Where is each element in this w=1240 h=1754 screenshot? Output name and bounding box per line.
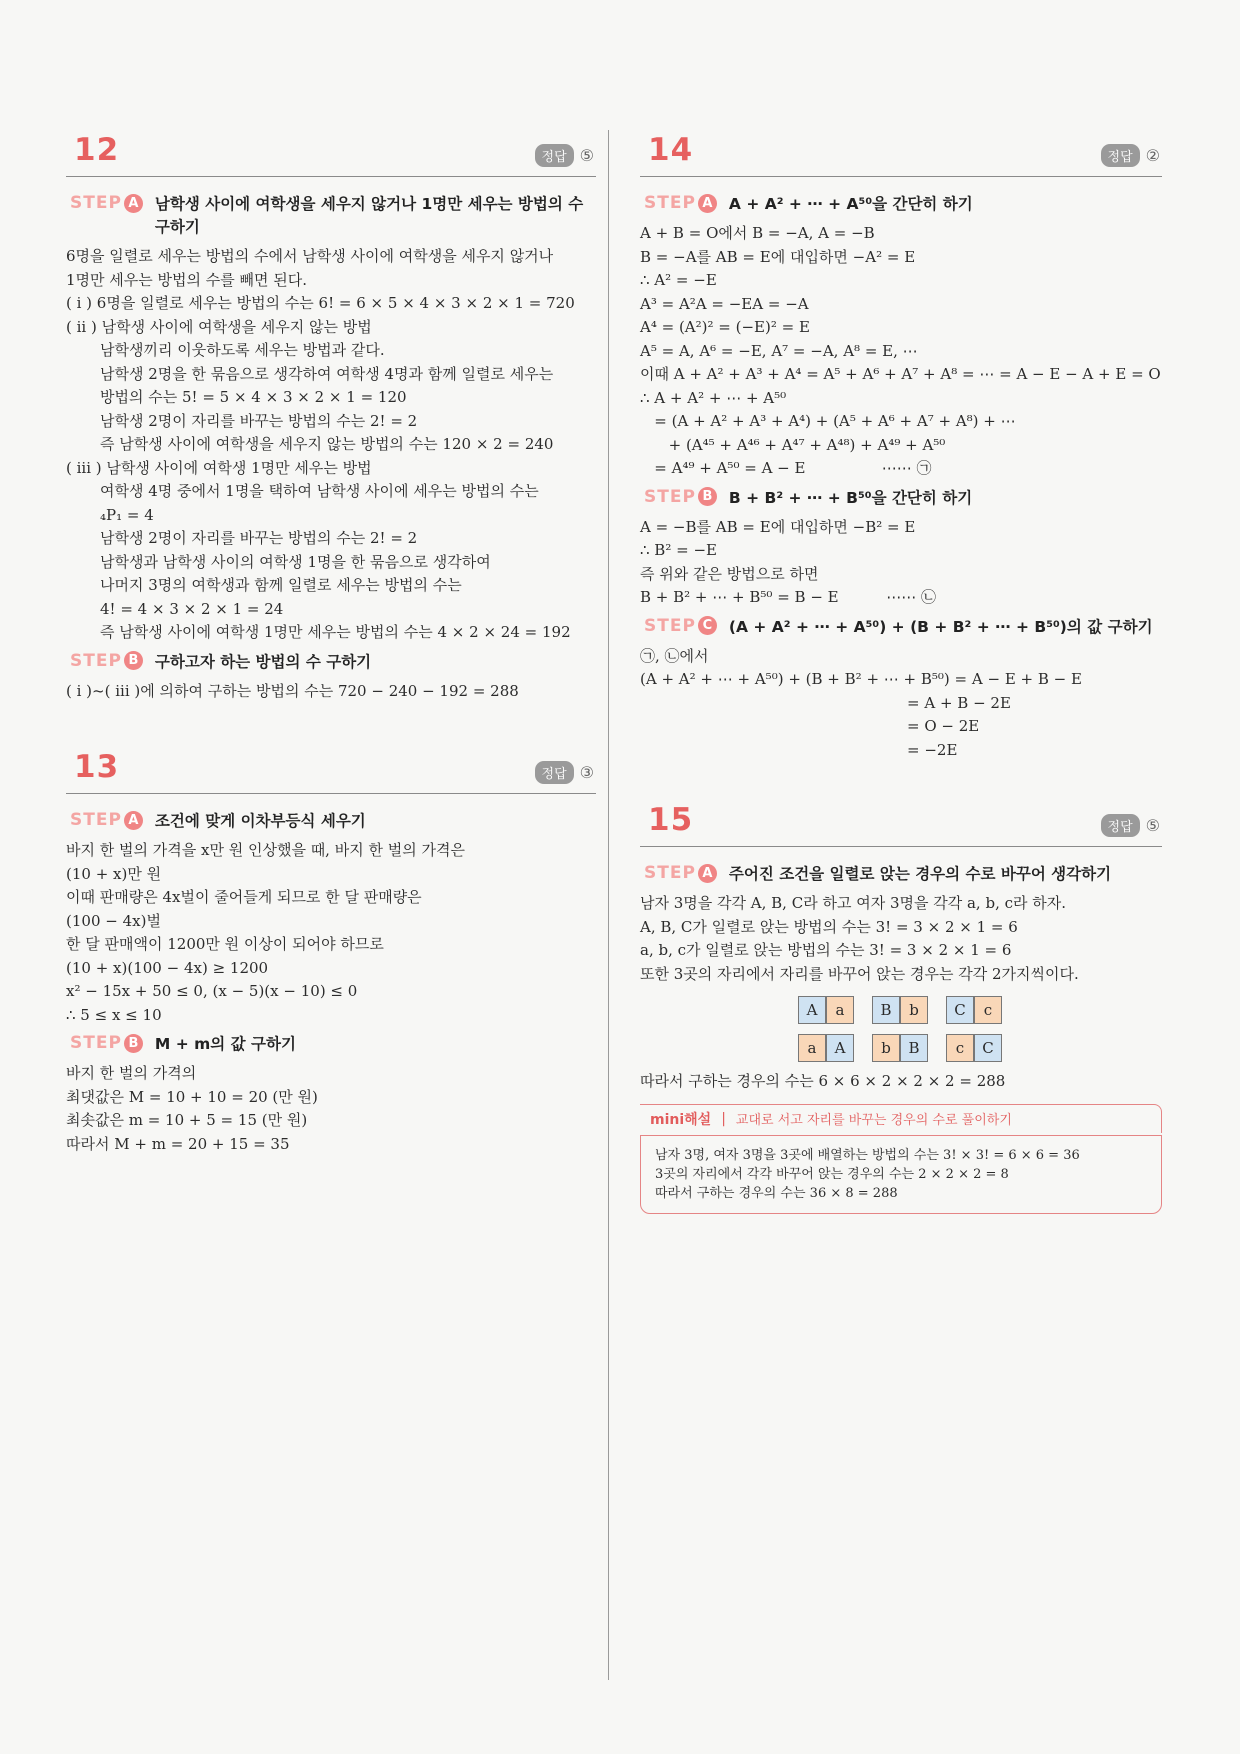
step-word: STEP	[644, 486, 696, 507]
answer-badge: 정답	[1101, 814, 1140, 837]
mini-solution	[640, 1104, 1162, 1214]
text-line: B = −A를 AB = E에 대입하면 −A² = E	[640, 247, 916, 266]
answer-value: ②	[1145, 146, 1160, 165]
answer-badge: 정답	[535, 761, 574, 784]
problem-15	[640, 800, 1162, 1214]
step-title: 주어진 조건을 일렬로 앉는 경우의 수로 바꾸어 생각하기	[728, 865, 1112, 883]
text-line: A, B, C가 일렬로 앉는 방법의 수는 3! = 3 × 2 × 1 = 6	[640, 917, 1018, 936]
text-line: B + B² + ⋯ + B⁵⁰ = B − E ⋯⋯ ㉡	[640, 588, 937, 606]
step-word: STEP	[70, 810, 122, 830]
seat-tile: c	[946, 1034, 974, 1062]
step-label	[70, 651, 143, 671]
seating-row-1	[798, 996, 1162, 1024]
seat-tile: C	[974, 1034, 1002, 1062]
text-line: 또한 3곳의 자리에서 자리를 바꾸어 앉는 경우는 각각 2가지씩이다.	[640, 964, 1079, 983]
text-line: = −2E	[640, 740, 958, 759]
step-label	[70, 810, 143, 830]
text-line: 바지 한 벌의 가격을 x만 원 인상했을 때, 바지 한 벌의 가격은	[66, 841, 465, 859]
seat-tile: C	[946, 996, 974, 1024]
problem-number: 13	[74, 749, 120, 785]
seat-tile: A	[826, 1034, 854, 1062]
text-line: (10 + x)만 원	[66, 864, 162, 883]
step-label	[644, 863, 717, 883]
seat-pair	[946, 1034, 1002, 1062]
text-line: 3곳의 자리에서 각각 바꾸어 앉는 경우의 수는 2 × 2 × 2 = 8	[655, 1166, 1009, 1182]
answer-value: ⑤	[1145, 816, 1160, 835]
text-line: ㉠, ㉡에서	[640, 646, 709, 665]
step-a-heading	[70, 810, 596, 833]
text-line: 이때 A + A² + A³ + A⁴ = A⁵ + A⁶ + A⁷ + A⁸ = ⋯ = A − E − A + E = O	[640, 365, 1161, 383]
seat-tile: B	[900, 1034, 928, 1062]
answer-value: ⑤	[579, 146, 594, 165]
seat-pair	[798, 996, 854, 1024]
seating-row-2	[798, 1034, 1162, 1062]
answer-badge: 정답	[1101, 144, 1140, 167]
step-letter-badge: A	[124, 194, 143, 213]
step-title: (A + A² + ⋯ + A⁵⁰) + (B + B² + ⋯ + B⁵⁰)의 값 구하기	[728, 617, 1153, 636]
text-line: 남학생끼리 이웃하도록 세우는 방법과 같다.	[100, 341, 385, 359]
step-b-heading	[70, 651, 596, 674]
seat-pair	[946, 996, 1002, 1024]
text-line: 방법의 수는 5! = 5 × 4 × 3 × 2 × 1 = 120	[100, 388, 407, 406]
text-line: 남학생과 남학생 사이의 여학생 1명을 한 묶음으로 생각하여	[100, 552, 491, 571]
seating-diagram	[798, 996, 1162, 1062]
text-line: 4! = 4 × 3 × 2 × 1 = 24	[100, 599, 284, 618]
step-letter-badge: C	[698, 616, 717, 635]
text-line: 남학생 2명이 자리를 바꾸는 방법의 수는 2! = 2	[100, 529, 418, 547]
seat-tile: A	[798, 996, 826, 1024]
seat-tile: a	[826, 996, 854, 1024]
step-letter-badge: B	[124, 651, 143, 670]
step-b-body	[640, 516, 1162, 610]
step-label	[644, 487, 717, 507]
text-line: 따라서 M + m = 20 + 15 = 35	[66, 1134, 290, 1153]
step-letter-badge: A	[698, 864, 717, 883]
seat-tile: b	[900, 996, 928, 1024]
step-a-body	[640, 892, 1162, 986]
mini-solution-tag: mini해설	[650, 1111, 712, 1128]
text-line: 한 달 판매액이 1200만 원 이상이 되어야 하므로	[66, 935, 384, 953]
step-title: M + m의 값 구하기	[154, 1035, 296, 1053]
step-a-body	[66, 245, 596, 645]
step-a-heading	[70, 193, 596, 239]
step-title: A + A² + ⋯ + A⁵⁰을 간단히 하기	[728, 195, 973, 213]
text-line: 따라서 구하는 경우의 수는 36 × 8 = 288	[655, 1185, 898, 1201]
step-a-heading	[644, 863, 1162, 886]
problem-13	[66, 747, 596, 1156]
text-line: = (A + A² + A³ + A⁴) + (A⁵ + A⁶ + A⁷ + A⁸) + ⋯	[640, 412, 1016, 430]
seat-pair	[872, 996, 928, 1024]
text-line: a, b, c가 일렬로 앉는 방법의 수는 3! = 3 × 2 × 1 = 6	[640, 941, 1012, 959]
text-line: 즉 남학생 사이에 여학생 1명만 세우는 방법의 수는 4 × 2 × 24 = 192	[100, 623, 571, 641]
text-line: A = −B를 AB = E에 대입하면 −B² = E	[640, 517, 916, 536]
text-line: ₄P₁ = 4	[100, 505, 154, 524]
text-line: x² − 15x + 50 ≤ 0, (x − 5)(x − 10) ≤ 0	[66, 982, 358, 1000]
step-label	[644, 616, 717, 636]
step-b-heading	[70, 1033, 596, 1056]
text-line: 남자 3명, 여자 3명을 3곳에 배열하는 방법의 수는 3! × 3! = 6 × 6 = 36	[655, 1147, 1080, 1163]
problem-14	[640, 130, 1162, 762]
step-letter-badge: B	[698, 487, 717, 506]
text-line: A³ = A²A = −EA = −A	[640, 294, 809, 313]
step-title: 조건에 맞게 이차부등식 세우기	[154, 812, 366, 830]
step-word: STEP	[70, 193, 122, 213]
text-line: 즉 남학생 사이에 여학생을 세우지 않는 방법의 수는 120 × 2 = 240	[100, 435, 554, 453]
text-line: 여학생 4명 중에서 1명을 택하여 남학생 사이에 세우는 방법의 수는	[100, 482, 539, 500]
text-line: 6명을 일렬로 세우는 방법의 수에서 남학생 사이에 여학생을 세우지 않거나	[66, 247, 554, 265]
step-a-body	[66, 839, 596, 1027]
mini-solution-separator: |	[721, 1110, 726, 1127]
step-word: STEP	[70, 650, 122, 671]
step-label	[644, 193, 717, 213]
step-b-heading	[644, 487, 1162, 510]
answer-area	[535, 761, 594, 784]
text-line: 남자 3명을 각각 A, B, C라 하고 여자 3명을 각각 a, b, c라 하자.	[640, 894, 1067, 912]
text-line: ( ii ) 남학생 사이에 여학생을 세우지 않는 방법	[66, 317, 372, 336]
text-line: 따라서 구하는 경우의 수는 6 × 6 × 2 × 2 × 2 = 288	[640, 1072, 1006, 1090]
text-line: A + B = O에서 B = −A, A = −B	[640, 224, 875, 242]
text-line: ( i ) 6명을 일렬로 세우는 방법의 수는 6! = 6 × 5 × 4 × 3 × 2 × 1 = 720	[66, 294, 575, 312]
text-line: (100 − 4x)벌	[66, 911, 161, 930]
text-line: = O − 2E	[640, 717, 980, 735]
left-column	[66, 130, 596, 1156]
step-title: 남학생 사이에 여학생을 세우지 않거나 1명만 세우는 방법의 수 구하기	[154, 195, 584, 236]
text-line: = A⁴⁹ + A⁵⁰ = A − E ⋯⋯ ㉠	[640, 459, 932, 477]
mini-solution-header	[640, 1104, 1162, 1133]
text-line: 바지 한 벌의 가격의	[66, 1064, 197, 1082]
problem-number: 15	[648, 802, 694, 838]
step-letter-badge: A	[698, 194, 717, 213]
text-line: A⁵ = A, A⁶ = −E, A⁷ = −A, A⁸ = E, ⋯	[640, 341, 918, 360]
seat-tile: a	[798, 1034, 826, 1062]
text-line: 최댓값은 M = 10 + 10 = 20 (만 원)	[66, 1087, 318, 1106]
step-letter-badge: B	[124, 1034, 143, 1053]
text-line: = A + B − 2E	[640, 693, 1011, 712]
seat-tile: b	[872, 1034, 900, 1062]
answer-value: ③	[579, 763, 594, 782]
answer-area	[1101, 814, 1160, 837]
text-line: 이때 판매량은 4x벌이 줄어들게 되므로 한 달 판매량은	[66, 888, 422, 906]
step-word: STEP	[644, 863, 696, 883]
step-a-heading	[644, 193, 1162, 216]
column-divider	[608, 130, 609, 1680]
text-line: 남학생 2명을 한 묶음으로 생각하여 여학생 4명과 함께 일렬로 세우는	[100, 364, 554, 383]
answer-area	[1101, 144, 1160, 167]
text-line: 나머지 3명의 여학생과 함께 일렬로 세우는 방법의 수는	[100, 576, 462, 594]
step-c-body	[640, 645, 1162, 763]
step-word: STEP	[644, 615, 696, 636]
text-line: 1명만 세우는 방법의 수를 빼면 된다.	[66, 270, 308, 289]
problem-header	[640, 800, 1162, 847]
step-b-body	[66, 1062, 596, 1156]
step-c-heading	[644, 616, 1162, 639]
text-line: 남학생 2명이 자리를 바꾸는 방법의 수는 2! = 2	[100, 411, 418, 430]
text-line: ∴ A² = −E	[640, 271, 717, 289]
step-a-body	[640, 222, 1162, 481]
answer-badge: 정답	[535, 144, 574, 167]
seat-tile: c	[974, 996, 1002, 1024]
text-line: ∴ 5 ≤ x ≤ 10	[66, 1005, 162, 1024]
mini-solution-title: 교대로 서고 자리를 바꾸는 경우의 수로 풀이하기	[735, 1113, 1012, 1128]
problem-number: 12	[74, 132, 120, 168]
step-word: STEP	[70, 1033, 122, 1053]
text-line: ∴ B² = −E	[640, 541, 717, 559]
text-line: 최솟값은 m = 10 + 5 = 15 (만 원)	[66, 1111, 308, 1129]
text-line: (10 + x)(100 − 4x) ≥ 1200	[66, 958, 269, 977]
seat-tile: B	[872, 996, 900, 1024]
mini-solution-box	[640, 1135, 1162, 1214]
problem-12	[66, 130, 596, 703]
step-title: 구하고자 하는 방법의 수 구하기	[154, 652, 372, 671]
problem-header	[640, 130, 1162, 177]
step-label	[70, 193, 143, 213]
text-line: 즉 위와 같은 방법으로 하면	[640, 564, 819, 583]
right-column	[640, 130, 1162, 1214]
text-line: ∴ A + A² + ⋯ + A⁵⁰	[640, 388, 787, 407]
text-line: + (A⁴⁵ + A⁴⁶ + A⁴⁷ + A⁴⁸) + A⁴⁹ + A⁵⁰	[640, 435, 946, 454]
step-label	[70, 1033, 143, 1053]
problem-header	[66, 747, 596, 794]
step-letter-badge: A	[124, 811, 143, 830]
text-line: ( i )~( iii )에 의하여 구하는 방법의 수는 720 − 240 − 192 = 288	[66, 681, 519, 700]
problem-header	[66, 130, 596, 177]
step-title: B + B² + ⋯ + B⁵⁰을 간단히 하기	[728, 488, 973, 507]
seat-pair	[872, 1034, 928, 1062]
text-line: (A + A² + ⋯ + A⁵⁰) + (B + B² + ⋯ + B⁵⁰) = A − E + B − E	[640, 670, 1082, 688]
text-line: ( iii ) 남학생 사이에 여학생 1명만 세우는 방법	[66, 458, 372, 477]
text-line: A⁴ = (A²)² = (−E)² = E	[640, 318, 810, 336]
seat-pair	[798, 1034, 854, 1062]
problem-number: 14	[648, 132, 694, 168]
answer-area	[535, 144, 594, 167]
step-word: STEP	[644, 193, 696, 213]
